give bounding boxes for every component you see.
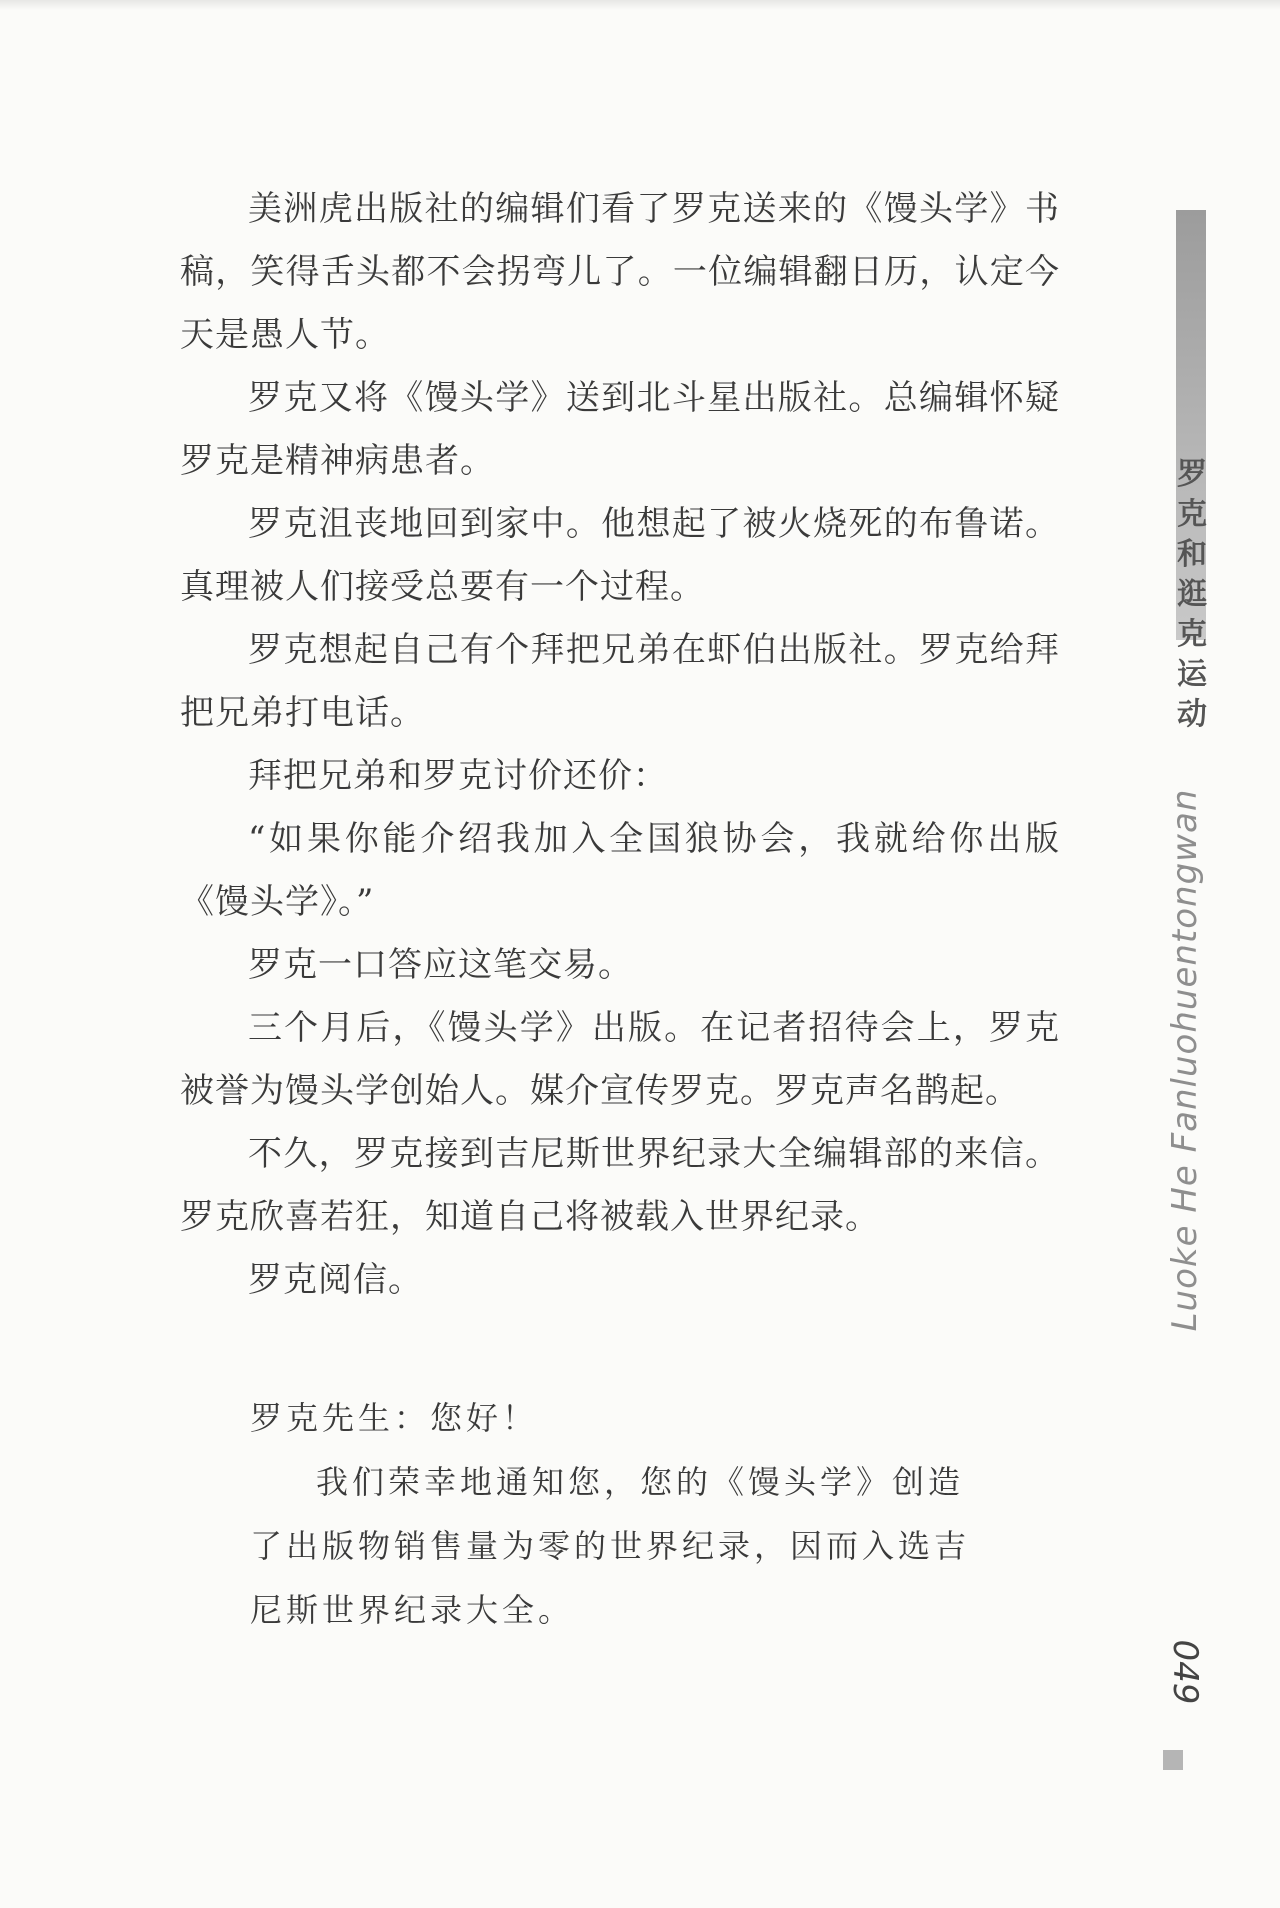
paragraph: 罗克沮丧地回到家中。他想起了被火烧死的布鲁诺。真理被人们接受总要有一个过程。 [180,504,1060,607]
letter-salutation: 罗克先生：您好！ [250,1399,539,1437]
page-edge-shadow [0,0,1280,10]
paragraph: 拜把兄弟和罗克讨价还价： [248,756,668,796]
paragraph: 罗克又将《馒头学》送到北斗星出版社。总编辑怀疑罗克是精神病患者。 [180,378,1060,481]
letter-block [250,1386,990,1642]
page-number: 049 [1165,1639,1205,1705]
paragraph: 三个月后，《馒头学》出版。在记者招待会上，罗克被誉为馒头学创始人。媒介宣传罗克。罗克声名鹊起。 [180,1008,1060,1111]
paragraph: 不久，罗克接到吉尼斯世界纪录大全编辑部的来信。罗克欣喜若狂，知道自己将被载入世界纪录。 [180,1134,1060,1237]
paragraph: “如果你能介绍我加入全国狼协会，我就给你出版《馒头学》。” [180,819,1060,922]
sidebar-book-title: 罗克和逛克运动 [1177,457,1207,732]
paragraph: 罗克一口答应这笔交易。 [248,945,633,985]
letter-body: 我们荣幸地通知您，您的《馒头学》创造了出版物销售量为零的世界纪录，因而入选吉尼斯世界纪录大全。 [250,1463,971,1629]
paragraph: 罗克阅信。 [248,1260,423,1300]
paragraph: 罗克想起自己有个拜把兄弟在虾伯出版社。罗克给拜把兄弟打电话。 [180,630,1060,733]
body-text [180,178,1060,1312]
paragraph: 美洲虎出版社的编辑们看了罗克送来的《馒头学》书稿，笑得舌头都不会拐弯儿了。一位编辑翻日历，认定今天是愚人节。 [180,189,1060,355]
page-marker-square [1163,1750,1183,1770]
sidebar-pinyin-title: Luoke He Fanluohuentongwan [1165,788,1205,1332]
